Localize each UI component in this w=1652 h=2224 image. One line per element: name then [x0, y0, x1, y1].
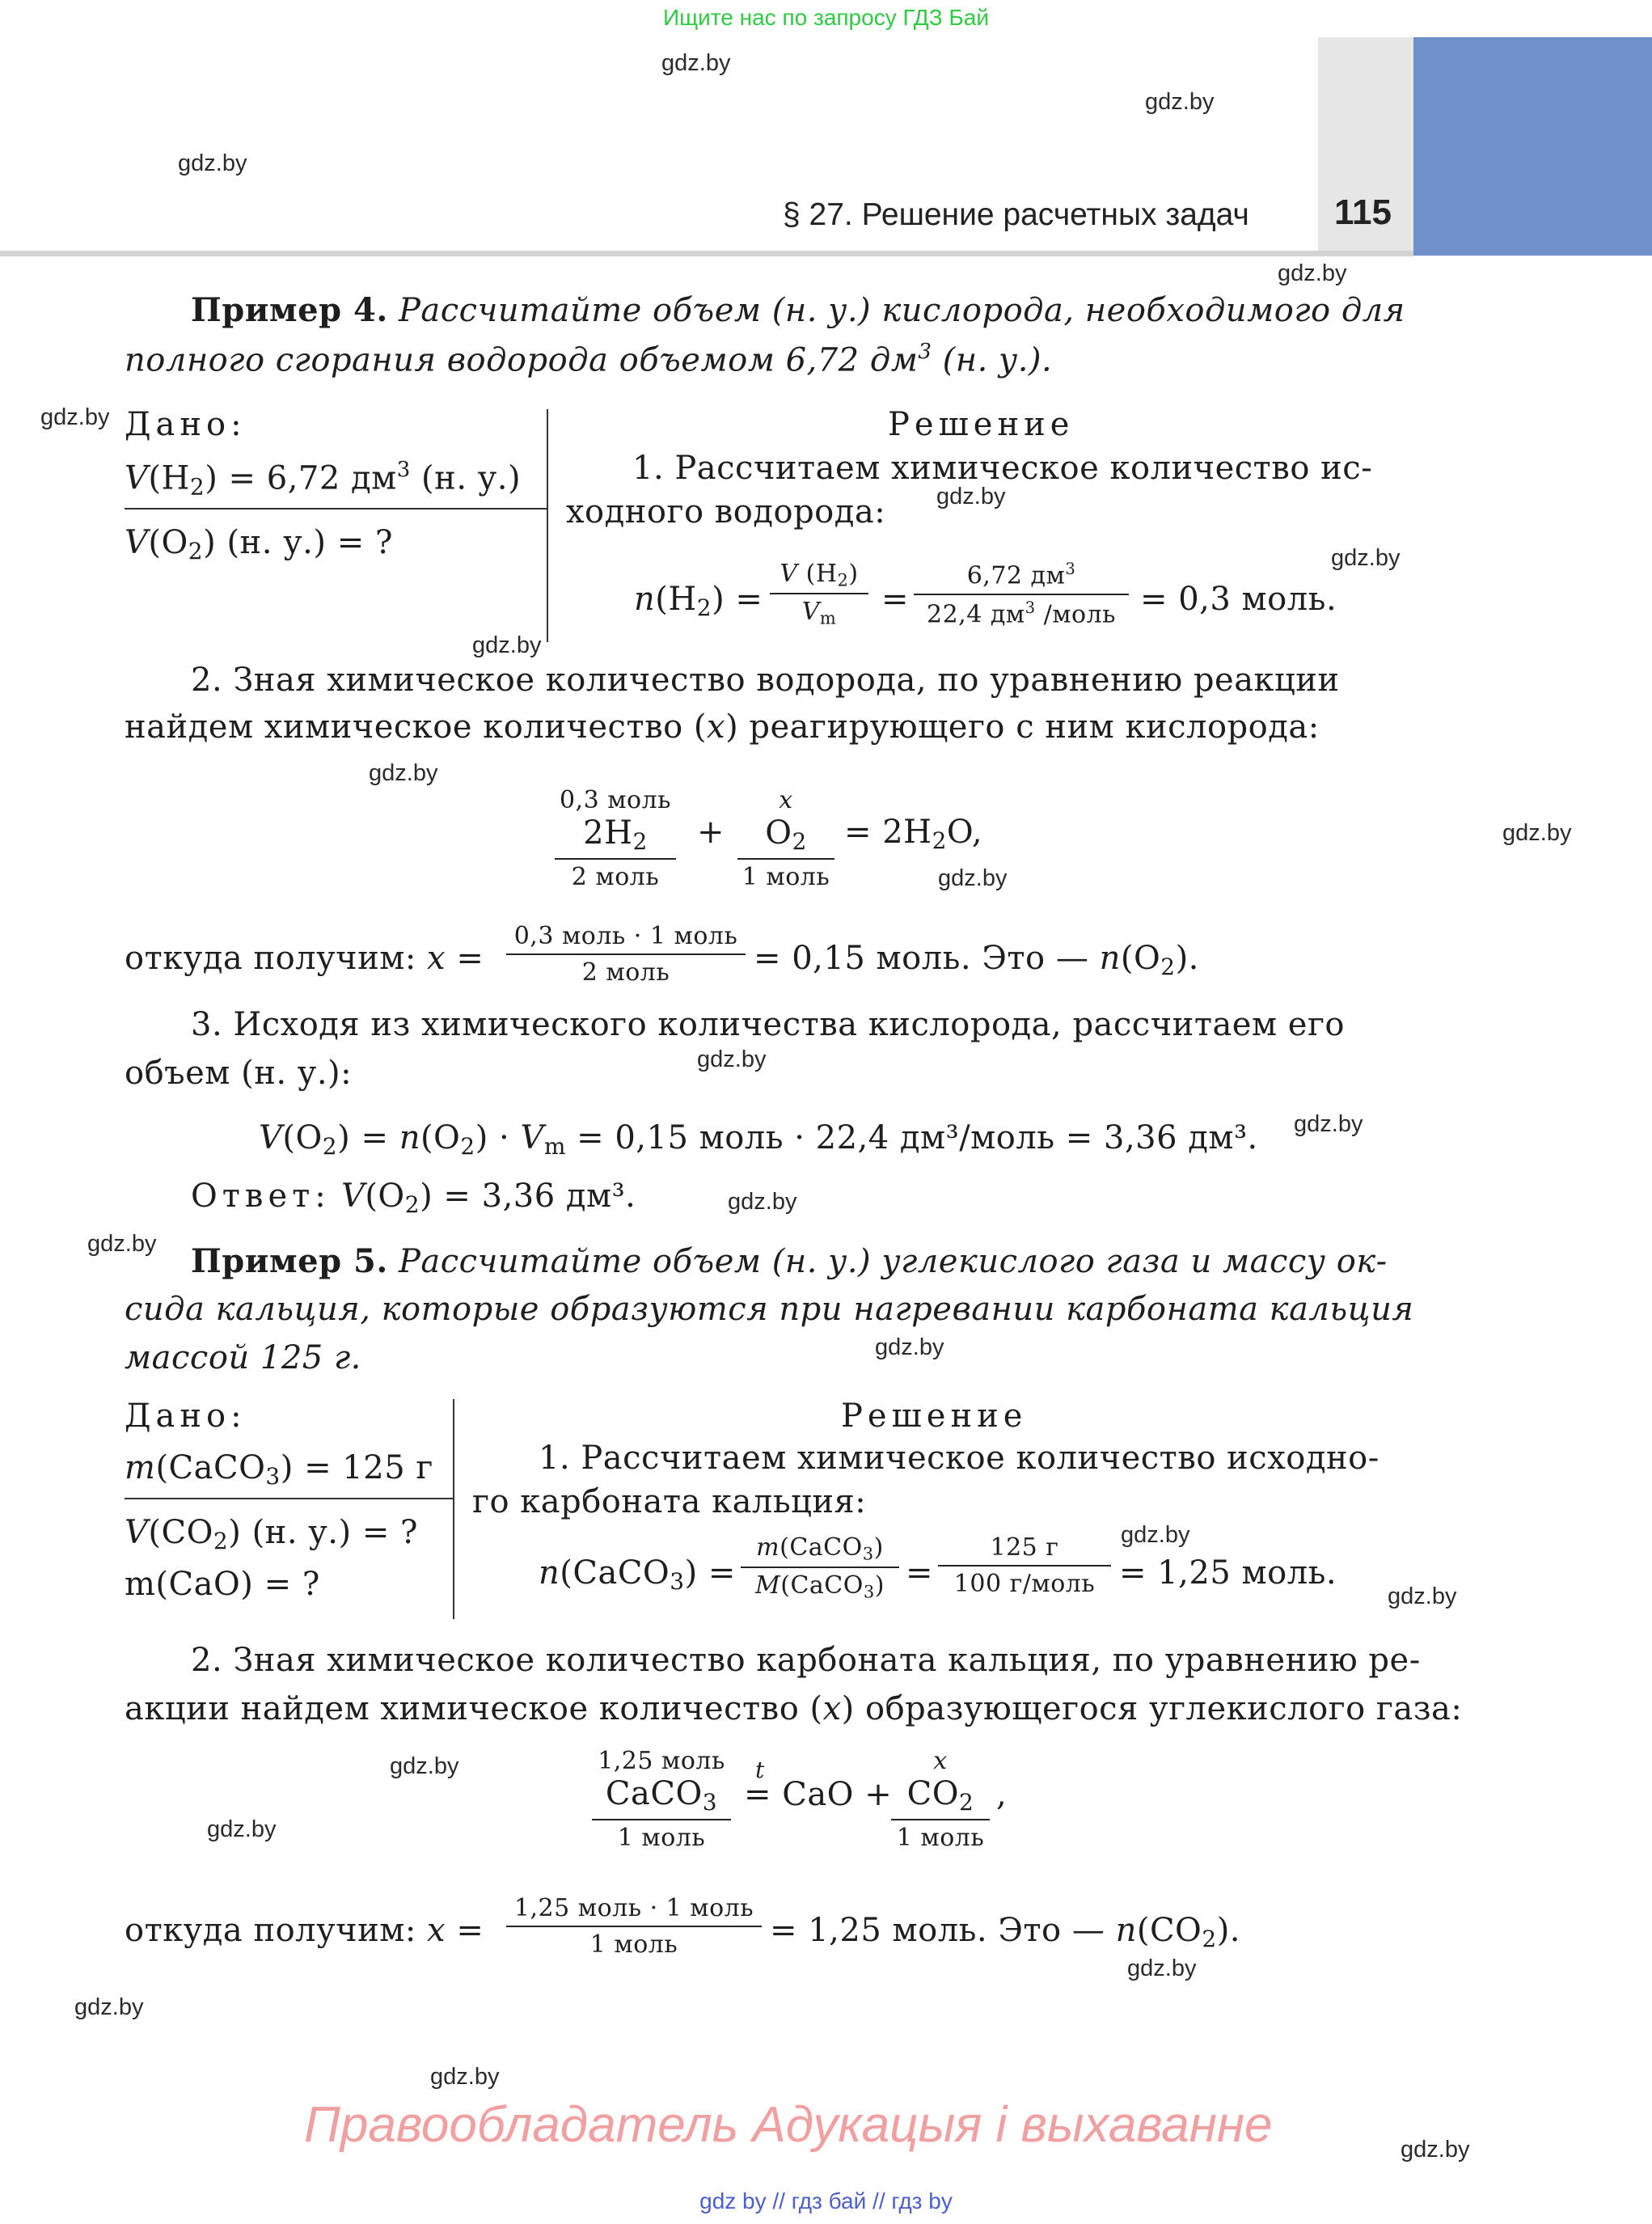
step1-line1: 1. Рассчитаем химическое количество ис-: [632, 450, 1373, 487]
watermark: gdz.by: [1331, 545, 1401, 571]
example5-task-line2: сида кальция, которые образуются при нагревании карбоната кальция: [125, 1291, 1414, 1328]
solution-label: Решение: [841, 1397, 1028, 1435]
example5-task-line3: массой 125 г.: [125, 1339, 361, 1376]
reaction1-o2: x $O_2$ 1 моль: [737, 786, 834, 891]
fraction-m-over-M: m(CaCO$_3$) M(CaCO$_3$): [741, 1533, 899, 1602]
result1: = 1,25 моль.: [1119, 1554, 1337, 1592]
watermark: gdz.by: [875, 1334, 944, 1360]
given-divider: [125, 1498, 453, 1499]
reaction2-caco3: 1,25 моль CaCO$_3$ 1 моль: [592, 1747, 731, 1852]
volume-formula: $V(O_2) = n(O_2) \cdot V_m = 0,15$ моль · 22,4 дм³/моль = 3,36 дм³.: [259, 1119, 1258, 1160]
example4-task: (н. у.).: [932, 341, 1053, 379]
step2-line1: 2. Зная химическое количество карбоната кальция, по уравнению ре-: [191, 1642, 1421, 1679]
fraction-v-over-vm: V $(H_2)$ $V_m$: [770, 560, 868, 628]
example4-label: Пример 4.: [191, 291, 388, 329]
find-value-co2: $V(CO_2)$ (н. у.) = ?: [125, 1514, 419, 1554]
example4-task: полного сгорания водорода объемом 6,72 дм: [125, 341, 919, 379]
given-value: $V(H_2) = 6,72$ $дм^3$ (н. у.): [125, 458, 522, 501]
watermark: gdz.by: [1278, 260, 1347, 286]
solution-label: Решение: [888, 406, 1075, 443]
watermark: gdz.by: [661, 50, 731, 76]
equals-sign: =: [881, 581, 910, 618]
example4-task-line2: полного сгорания водорода объемом 6,72 $дм^3$ (н. у.).: [125, 340, 1053, 379]
top-banner[interactable]: Ищите нас по запросу ГДЗ Бай: [662, 5, 990, 30]
watermark: gdz.by: [40, 404, 110, 430]
fraction-mass-calc: 125 г 100 г/моль: [938, 1533, 1111, 1598]
watermark: gdz.by: [74, 1994, 144, 2020]
formula-ncaco3: n(CaCO$_3$) =: [539, 1554, 736, 1595]
watermark: gdz.by: [936, 484, 1006, 509]
watermark: gdz.by: [728, 1189, 797, 1215]
watermark: gdz.by: [390, 1753, 459, 1779]
watermark: gdz.by: [472, 632, 542, 658]
watermark: gdz.by: [1127, 1956, 1197, 1981]
given-vertical-divider: [453, 1399, 454, 1619]
watermark: gdz.by: [1388, 1583, 1457, 1609]
fraction-x: 1,25 моль · 1 моль 1 моль: [506, 1894, 762, 1959]
step1-line2: ходного водорода:: [566, 493, 886, 531]
equals-sign: =: [906, 1554, 934, 1592]
step2-line1: 2. Зная химическое количество водорода, по уравнению реакции: [191, 662, 1340, 699]
watermark: gdz.by: [1121, 1522, 1190, 1548]
example4-task-line1: [191, 291, 1405, 329]
comma: ,: [996, 1776, 1008, 1813]
watermark: gdz.by: [1502, 820, 1572, 846]
given-label: Дано:: [125, 406, 247, 443]
step3-line2: объем (н. у.):: [125, 1055, 353, 1092]
watermark: gdz.by: [1294, 1111, 1363, 1137]
copyright-notice: Правообладатель Адукацыя і выхаванне: [304, 2097, 1273, 2153]
reaction1-product: = $2H_2O$,: [844, 814, 983, 854]
watermark: gdz.by: [207, 1816, 277, 1842]
fraction-x: 0,3 моль · 1 моль 2 моль: [506, 922, 746, 987]
watermark: gdz.by: [178, 150, 247, 176]
formula-nh2: $n(H_2)$ =: [634, 581, 763, 621]
footer-links[interactable]: gdz by // гдз бай // гдз by: [699, 2188, 953, 2213]
watermark: gdz.by: [697, 1046, 767, 1072]
example5-task-line1: [191, 1242, 1388, 1280]
watermark: gdz.by: [1401, 2137, 1470, 2163]
from-label: откуда получим: x =: [125, 940, 484, 977]
answer: Ответ: $V(O_2) = 3,36$ дм³.: [191, 1178, 636, 1218]
given-divider: [125, 508, 547, 509]
header-rule: [0, 251, 1413, 256]
step2-line2: акции найдем химическое количество (x) образующегося углекислого газа:: [125, 1690, 1463, 1727]
step3-line1: 3. Исходя из химического количества кислорода, рассчитаем его: [191, 1006, 1346, 1043]
calc-result: = 0,15 моль. Это — $n(O_2)$.: [754, 940, 1199, 980]
example5-label: Пример 5.: [191, 1242, 388, 1280]
plus-sign: +: [697, 814, 725, 851]
step1-line2: го карбоната кальция:: [472, 1483, 867, 1520]
watermark: gdz.by: [87, 1231, 157, 1257]
given-value: m(CaCO$_3$) = 125 г: [125, 1449, 433, 1490]
reaction2-cao: = CaO +: [744, 1776, 893, 1813]
given-label: Дано:: [125, 1397, 247, 1435]
calc-result: = 1,25 моль. Это — $n(CO_2)$.: [770, 1912, 1241, 1952]
heat-sign: t: [755, 1757, 765, 1783]
step2-line2: найдем химическое количество (x) реагирующего с ним кислорода:: [125, 708, 1320, 746]
from-label: откуда получим: x =: [125, 1912, 484, 1949]
watermark: gdz.by: [1145, 89, 1215, 115]
given-vertical-divider: [547, 409, 548, 642]
reaction1-h2: 0,3 моль $2H_2$ 2 моль: [555, 786, 676, 891]
find-value-cao: m(CaO) = ?: [125, 1566, 320, 1603]
watermark: gdz.by: [938, 865, 1008, 891]
page-tab-blue: [1413, 37, 1652, 256]
example5-task: Рассчитайте объем (н. у.) углекислого газа и массу ок-: [398, 1243, 1388, 1280]
step1-line1: 1. Рассчитаем химическое количество исходно-: [539, 1440, 1379, 1477]
reaction2-co2: x $CO_2$ 1 моль: [891, 1747, 990, 1852]
watermark: gdz.by: [430, 2064, 500, 2090]
find-value: $V(O_2)$ (н. у.) = ?: [125, 524, 393, 564]
section-title: § 27. Решение расчетных задач: [783, 197, 1249, 232]
fraction-volume-calc: 6,72 $дм^3$ 22,4 $дм^3$ /моль: [914, 560, 1129, 628]
result1: = 0,3 моль.: [1140, 581, 1337, 618]
watermark: gdz.by: [369, 760, 438, 786]
example4-task: Рассчитайте объем (н. у.) кислорода, необходимого для: [398, 292, 1405, 329]
page-number: 115: [1334, 192, 1392, 232]
